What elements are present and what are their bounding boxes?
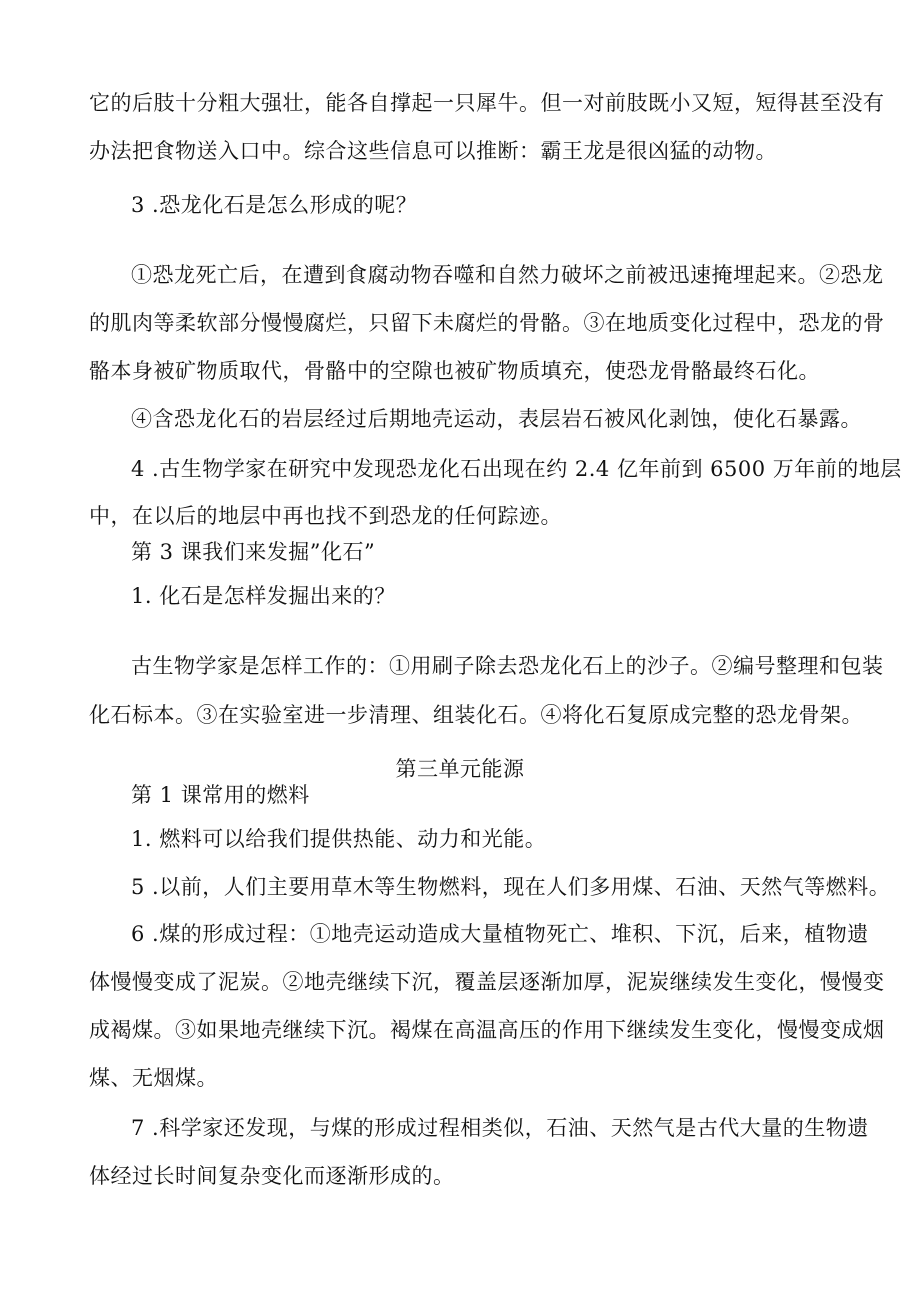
lesson-title: 第 1 课常用的燃料 [131,783,310,807]
text-line: 体慢慢变成了泥炭。②地壳继续下沉，覆盖层逐渐加厚，泥炭继续发生变化，慢慢变 [89,970,885,994]
text-line: ④含恐龙化石的岩层经过后期地壳运动，表层岩石被风化剥蚀，使化石暴露。 [131,407,862,431]
text-line: 的肌肉等柔软部分慢慢腐烂，只留下未腐烂的骨骼。③在地质变化过程中，恐龙的骨 [89,311,885,335]
unit-title: 第三单元能源 [395,757,525,781]
text-line: 7 .科学家还发现，与煤的形成过程相类似，石油、天然气是古代大量的生物遗 [131,1116,869,1140]
lesson-title: 第 3 课我们来发掘”化石” [131,540,376,564]
text-line: 古生物学家是怎样工作的：①用刷子除去恐龙化石上的沙子。②编号整理和包装 [131,654,884,678]
text-line: 6 .煤的形成过程：①地壳运动造成大量植物死亡、堆积、下沉，后来，植物遗 [131,922,869,946]
text-line: 它的后肢十分粗大强壮，能各自撑起一只犀牛。但一对前肢既小又短，短得甚至没有 [89,91,885,115]
text-line: 成褐煤。③如果地壳继续下沉。褐煤在高温高压的作用下继续发生变化，慢慢变成烟 [89,1018,885,1042]
text-line: 化石标本。③在实验室进一步清理、组装化石。④将化石复原成完整的恐龙骨架。 [89,703,863,727]
text-line: ①恐龙死亡后，在遭到食腐动物吞噬和自然力破坏之前被迅速掩埋起来。②恐龙 [131,263,884,287]
text-line: 办法把食物送入口中。综合这些信息可以推断：霸王龙是很凶猛的动物。 [89,139,777,163]
text-line: 中，在以后的地层中再也找不到恐龙的任何踪迹。 [89,504,562,528]
text-line: 5 .以前，人们主要用草木等生物燃料，现在人们多用煤、石油、天然气等燃料。 [131,875,891,899]
question-heading: 3 .恐龙化石是怎么形成的呢？ [131,193,418,217]
text-line: 煤、无烟煤。 [89,1066,218,1090]
question-heading: 1. 化石是怎样发掘出来的？ [131,584,396,608]
text-line: 体经过长时间复杂变化而逐渐形成的。 [89,1164,455,1188]
text-line: 4 .古生物学家在研究中发现恐龙化石出现在约 2.4 亿年前到 6500 万年前的地层 [131,457,902,481]
text-line: 骼本身被矿物质取代，骨骼中的空隙也被矿物质填充，使恐龙骨骼最终石化。 [89,359,820,383]
text-line: 1. 燃料可以给我们提供热能、动力和光能。 [131,827,547,851]
